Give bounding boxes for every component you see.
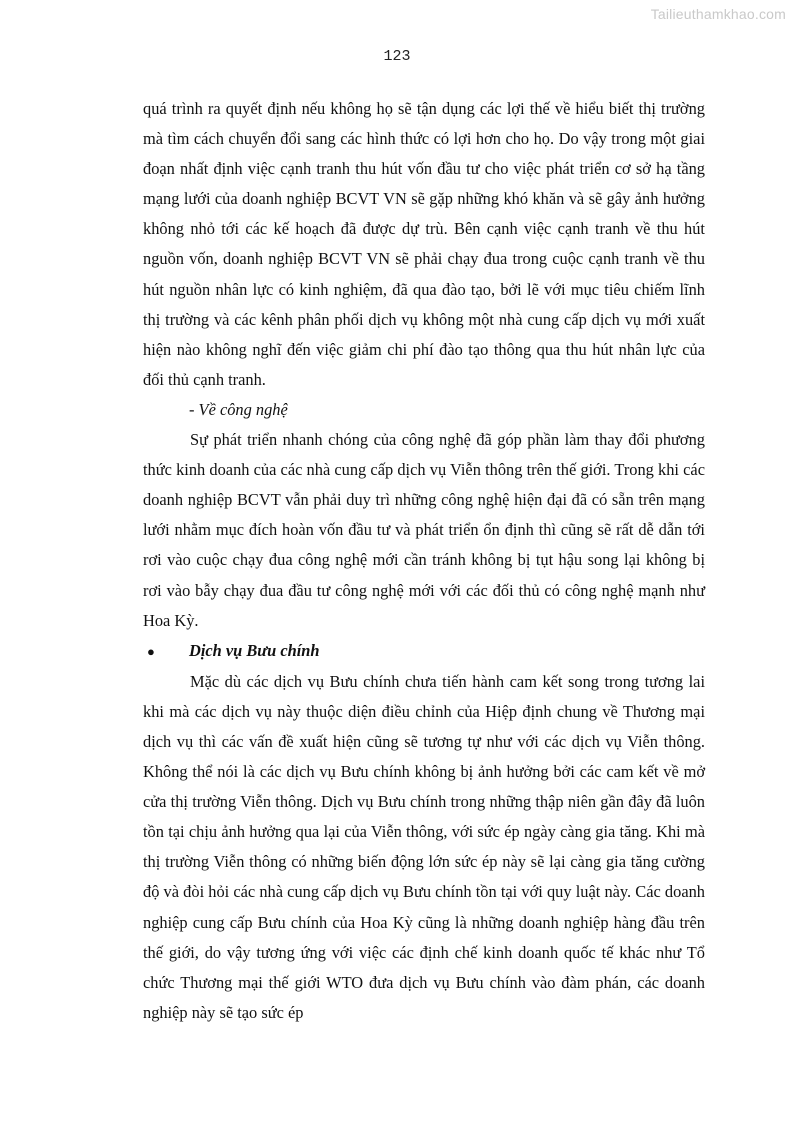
paragraph-postal: Mặc dù các dịch vụ Bưu chính chưa tiến hành cam kết song trong tương lai khi mà các dịch vụ này thuộc diện điều chỉnh của Hiệp định chung về Thương mại dịch vụ thì các vấn đề xuất hiện cũng sẽ tương tự như với các dịch vụ Viễn thông. Không thể nói là các dịch vụ Bưu chính không bị ảnh hưởng bởi các cam kết về mở cửa thị trường Viễn thông. Dịch vụ Bưu chính trong những thập niên gần đây đã luôn tồn tại chịu ảnh hưởng qua lại của Viễn thông, với sức ép ngày càng gia tăng. Khi mà thị trường Viễn thông có những biến động lớn sức ép này sẽ lại càng gia tăng cường độ và đòi hỏi các nhà cung cấp dịch vụ Bưu chính tồn tại với quy luật này. Các doanh nghiệp cung cấp Bưu chính của Hoa Kỳ cũng là những doanh nghiệp hàng đầu trên thế giới, do vậy tương ứng với việc các định chế kinh doanh quốc tế khác như Tổ chức Thương mại thế giới WTO đưa dịch vụ Bưu chính vào đàm phán, các doanh nghiệp này sẽ tạo sức ép [143, 671, 705, 1022]
paragraph-continuation: quá trình ra quyết định nếu không họ sẽ tận dụng các lợi thế về hiểu biết thị trường mà tìm cách chuyển đổi sang các hình thức có lợi hơn cho họ. Do vậy trong một giai đoạn nhất định việc cạnh tranh thu hút vốn đầu tư cho việc phát triển cơ sở hạ tầng mạng lưới của doanh nghiệp BCVT VN sẽ gặp những khó khăn và sẽ gây ảnh hưởng không nhỏ tới các kế hoạch đã được dự trù. Bên cạnh việc cạnh tranh về thu hút nguồn vốn, doanh nghiệp BCVT VN sẽ phải chạy đua trong cuộc cạnh tranh về thu hút nguồn nhân lực có kinh nghiệm, đã qua đào tạo, bởi lẽ với mục tiêu chiếm lĩnh thị trường và các kênh phân phối dịch vụ không một nhà cung cấp dịch vụ mới xuất hiện nào không nghĩ đến việc giảm chi phí đào tạo thông qua thu hút nhân lực của đối thủ cạnh tranh. [143, 99, 705, 389]
bullet-heading-postal [143, 636, 705, 667]
paragraph-technology: Sự phát triển nhanh chóng của công nghệ đã góp phần làm thay đổi phương thức kinh doanh của các nhà cung cấp dịch vụ Viễn thông trên thế giới. Trong khi các doanh nghiệp BCVT vẫn phải duy trì những công nghệ hiện đại đã có sẵn trên mạng lưới nhằm mục đích hoàn vốn đầu tư và phát triển ổn định thì cũng sẽ rất dễ dẫn tới rơi vào cuộc chạy đua công nghệ mới cần tránh không bị tụt hậu song lại không bị rơi vào bẫy chạy đua đầu tư công nghệ mới với các đối thủ có công nghệ mạnh như Hoa Kỳ. [143, 430, 705, 630]
subheading-technology: - Về công nghệ [189, 399, 288, 419]
page-number: 123 [383, 48, 411, 65]
bullet-heading-text: Dịch vụ Bưu chính [189, 640, 320, 660]
watermark: Tailieuthamkhao.com [650, 6, 786, 22]
bullet-icon: ● [147, 643, 155, 659]
document-body [143, 94, 705, 1028]
